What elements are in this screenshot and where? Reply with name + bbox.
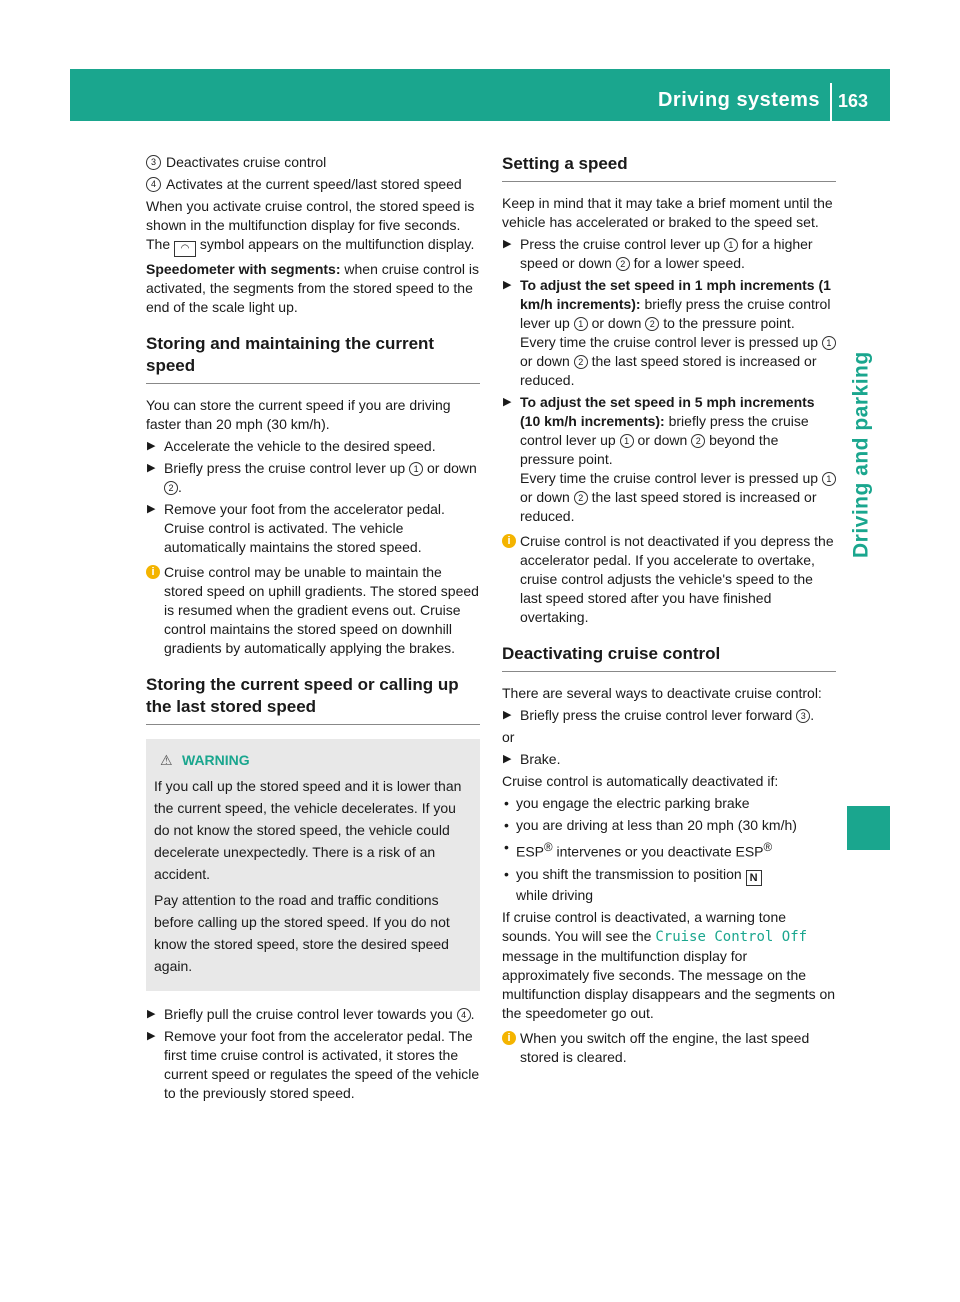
info-text: Cruise control may be unable to maintain the stored speed on uphill gradients. The stored speed is resumed when the gradient evens out. Cruise control maintains the stored speed on downhill gradients by automatically applying the brakes. — [164, 564, 479, 656]
text: symbol appears on the multifunction display. — [199, 236, 475, 252]
warning-title — [154, 749, 472, 771]
text: message in the multifunction display for approximately five seconds. The message on the multifunction display disappears and the segments on the speedometer go out. — [502, 947, 836, 1021]
step — [146, 1005, 480, 1024]
text: When you activate cruise control, the stored speed is shown in the multifunction display for five seconds. The — [146, 198, 475, 252]
step-text: Briefly press the cruise control lever up — [164, 460, 406, 476]
bold-term: To adjust the set speed in 1 mph increments (1 km/h increments): — [520, 277, 831, 312]
bullet-text: you are driving at less than 20 mph (30 km/h) — [516, 817, 797, 833]
paragraph: There are several ways to deactivate cruise control: — [502, 685, 822, 701]
list-item-text: Deactivates cruise control — [166, 154, 327, 170]
callout-number: 2 — [164, 481, 178, 495]
info-text: Cruise control is not deactivated if you depress the accelerator pedal. If you accelerate to overtake, cruise control adjusts the vehicle's speed to the last speed stored after you have finished overtaking. — [520, 533, 834, 625]
callout-number: 2 — [645, 317, 659, 331]
callout-number: 2 — [574, 491, 588, 505]
bullet-text: intervenes or you deactivate ESP — [556, 843, 764, 860]
list-item — [146, 153, 480, 172]
cruise-control-icon: ◠ — [174, 241, 196, 257]
paragraph: Cruise control is automatically deactivated if: — [502, 773, 779, 789]
page-number: 163 — [838, 91, 869, 111]
step — [146, 1027, 480, 1103]
step-text: Every time the cruise control lever is pressed up — [520, 470, 819, 486]
chapter-tab-label: Driving and parking — [849, 351, 873, 559]
callout-number: 3 — [146, 155, 161, 170]
bullet-text: ESP — [516, 843, 545, 860]
info-icon: i — [502, 534, 516, 548]
bold-term: Speedometer with segments: — [146, 261, 341, 277]
warning-icon: ⚠ — [160, 752, 173, 768]
info-note — [146, 563, 480, 658]
step-text: Remove your foot from the accelerator pedal. Cruise control is activated. The vehicle automatically maintains the stored speed. — [164, 501, 445, 555]
step-text: or down — [591, 315, 642, 331]
list-item-text: Activates at the current speed/last stored speed — [166, 176, 462, 192]
bullet-icon: • — [504, 865, 509, 882]
section-heading: Setting a speed — [502, 153, 836, 182]
bullet-icon: • — [504, 839, 509, 855]
paragraph — [146, 260, 480, 317]
registered-mark: ® — [763, 841, 773, 854]
step-text: beyond the pressure point. — [520, 432, 779, 467]
step-text: Briefly pull the cruise control lever towards you — [164, 1006, 453, 1022]
callout-number: 4 — [146, 177, 161, 192]
text: when cruise control is activated, the segments from the stored speed to the end of the scale light up. — [146, 261, 480, 315]
callout-number: 2 — [616, 257, 630, 271]
section-heading: Storing the current speed or calling up the last stored speed — [146, 674, 480, 725]
arrow-icon: ▶ — [147, 503, 156, 515]
step-text: Press the cruise control lever up — [520, 236, 720, 252]
arrow-icon: ▶ — [503, 753, 512, 765]
arrow-icon: ▶ — [147, 1008, 156, 1020]
warning-text: Pay attention to the road and traffic conditions before calling up the stored speed. If you do not know the stored speed, store the desired speed again. — [154, 892, 450, 974]
warning-box — [146, 739, 480, 991]
step-text: briefly press the cruise control lever up — [520, 296, 831, 331]
section-title: Driving systems — [657, 89, 820, 111]
left-column — [146, 153, 480, 1106]
bullet-text: while driving — [516, 886, 594, 903]
step — [146, 500, 480, 557]
info-icon: i — [502, 1031, 516, 1045]
step — [146, 459, 480, 497]
arrow-icon: ▶ — [503, 396, 512, 408]
bullet-item — [502, 838, 836, 862]
display-message: Cruise Control Off — [655, 928, 808, 945]
paragraph: or — [502, 729, 515, 745]
chapter-tab-marker — [847, 806, 890, 850]
bullet-text: you engage the electric parking brake — [516, 795, 750, 811]
step-text: or down — [520, 489, 570, 505]
step — [502, 393, 836, 526]
bullet-icon: • — [504, 817, 509, 833]
text: If cruise control is deactivated, a warning tone sounds. You will see the — [502, 908, 787, 944]
section-heading: Storing and maintaining the current speed — [146, 333, 480, 384]
callout-number: 1 — [822, 472, 836, 486]
arrow-icon: ▶ — [147, 440, 156, 452]
info-note — [502, 1029, 836, 1067]
step-text: for a lower speed. — [633, 255, 745, 271]
step-text: or down — [637, 432, 688, 448]
paragraph: Keep in mind that it may take a brief moment until the vehicle has accelerated or braked to the speed set. — [502, 195, 833, 230]
section-heading: Deactivating cruise control — [502, 643, 836, 672]
step-text: the last speed stored is increased or reduced. — [520, 353, 817, 388]
warning-text: If you call up the stored speed and it is lower than the current speed, the vehicle decelerates. If you do not know the stored speed, the vehicle could decelerate unexpectedly. There is a risk of an accident. — [154, 778, 462, 882]
callout-number: 4 — [457, 1008, 471, 1022]
step — [502, 750, 836, 769]
step-text: for a higher speed or down — [520, 236, 813, 271]
step-text: the last speed stored is increased or reduced. — [520, 489, 817, 524]
arrow-icon: ▶ — [503, 279, 512, 291]
step-text: Remove your foot from the accelerator pedal. The first time cruise control is activated, it stores the current speed or regulates the speed of the vehicle to the previously stored speed. — [164, 1028, 480, 1101]
step-text: Brake. — [520, 751, 561, 767]
step — [502, 235, 836, 273]
step-text: Every time the cruise control lever is pressed up — [520, 334, 819, 350]
arrow-icon: ▶ — [147, 1030, 156, 1042]
paragraph — [146, 197, 480, 257]
step — [502, 276, 836, 390]
warning-label: WARNING — [182, 752, 250, 768]
callout-number: 3 — [796, 709, 810, 723]
callout-number: 2 — [691, 434, 705, 448]
step-text: Briefly press the cruise control lever forward — [520, 707, 793, 723]
bullet-item — [502, 794, 836, 813]
bullet-text: you shift the transmission to position — [516, 865, 742, 882]
callout-number: 1 — [620, 434, 634, 448]
paragraph: You can store the current speed if you are driving faster than 20 mph (30 km/h). — [146, 397, 451, 432]
bullet-item — [502, 865, 836, 905]
gear-position-icon: N — [746, 870, 762, 886]
callout-number: 1 — [724, 238, 738, 252]
arrow-icon: ▶ — [147, 462, 156, 474]
step — [502, 706, 836, 725]
callout-number: 2 — [574, 355, 588, 369]
header-bar — [70, 69, 890, 121]
info-text: When you switch off the engine, the last speed stored is cleared. — [520, 1029, 810, 1065]
callout-number: 1 — [409, 462, 423, 476]
callout-number: 1 — [574, 317, 588, 331]
bullet-icon: • — [504, 795, 509, 811]
bullet-item — [502, 816, 836, 835]
callout-number: 1 — [822, 336, 836, 350]
step-text: or down — [520, 353, 570, 369]
step-text: . — [178, 479, 182, 495]
info-note — [502, 532, 836, 627]
step-text: . — [470, 1006, 475, 1022]
arrow-icon: ▶ — [503, 709, 512, 721]
step — [146, 437, 480, 456]
paragraph — [502, 908, 836, 1023]
header-separator — [830, 83, 832, 121]
step-text: briefly press the cruise control lever up — [520, 413, 809, 448]
registered-mark: ® — [544, 841, 553, 854]
step-text: Accelerate the vehicle to the desired speed. — [164, 438, 436, 454]
list-item — [146, 175, 480, 194]
arrow-icon: ▶ — [503, 238, 512, 250]
right-column — [502, 153, 836, 1075]
step-text: or down — [427, 460, 477, 476]
step-text: . — [810, 707, 815, 723]
info-icon: i — [146, 565, 160, 579]
bold-term: To adjust the set speed in 5 mph increments (10 km/h increments): — [520, 394, 815, 429]
step-text: to the pressure point. — [663, 315, 795, 331]
